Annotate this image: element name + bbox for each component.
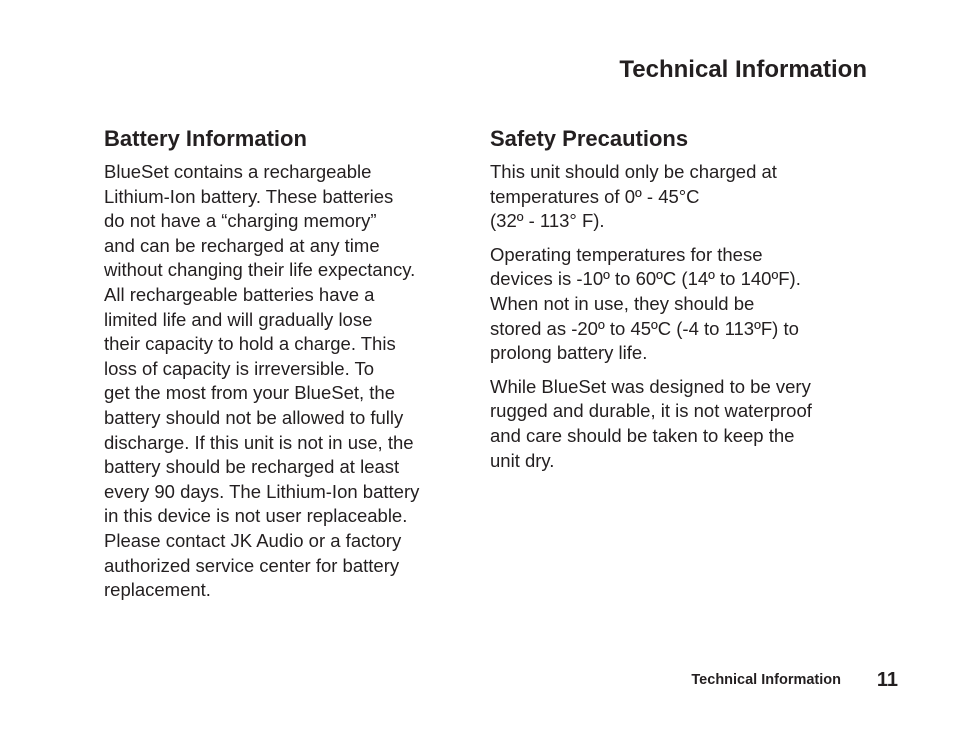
battery-information-section: [104, 124, 464, 612]
text-line: unit dry.: [490, 449, 555, 471]
safety-precautions-heading: Safety Precautions: [490, 126, 689, 151]
text-line: and care should be taken to keep the: [490, 424, 795, 446]
page-number: 11: [876, 669, 898, 691]
text-line: discharge. If this unit is not in use, the: [104, 431, 414, 453]
text-line: without changing their life expectancy.: [104, 259, 416, 281]
text-line: Please contact JK Audio or a factory: [104, 529, 402, 551]
text-line: battery should be recharged at least: [104, 456, 400, 478]
text-line: replacement.: [104, 579, 211, 601]
text-line: All rechargeable batteries have a: [104, 283, 375, 305]
durability-paragraph: [490, 375, 850, 473]
text-line: in this device is not user replaceable.: [104, 505, 408, 527]
text-line: devices is -10º to 60ºC (14º to 140ºF).: [490, 268, 801, 290]
footer-section-label: Technical Information: [691, 672, 841, 688]
text-line: When not in use, they should be: [490, 292, 755, 314]
battery-information-paragraph: [104, 160, 464, 603]
safety-precautions-section: [490, 124, 850, 482]
text-line: Operating temperatures for these: [490, 243, 763, 265]
text-line: every 90 days. The Lithium-Ion battery: [104, 480, 420, 502]
text-line: limited life and will gradually lose: [104, 308, 373, 330]
text-line: get the most from your BlueSet, the: [104, 382, 396, 404]
text-line: prolong battery life.: [490, 342, 648, 364]
text-line: While BlueSet was designed to be very: [490, 375, 811, 397]
text-line: do not have a “charging memory”: [104, 210, 377, 232]
text-line: battery should not be allowed to fully: [104, 406, 404, 428]
text-line: This unit should only be charged at: [490, 161, 777, 182]
page-title: Technical Information: [619, 56, 867, 83]
text-line: and can be recharged at any time: [104, 234, 380, 256]
battery-information-heading: Battery Information: [104, 126, 307, 151]
text-line: Lithium-Ion battery. These batteries: [104, 185, 394, 207]
text-line: authorized service center for battery: [104, 554, 400, 576]
charging-temperature-paragraph: [490, 160, 850, 234]
operating-temperature-paragraph: [490, 243, 850, 366]
text-line: stored as -20º to 45ºC (-4 to 113ºF) to: [490, 317, 799, 339]
text-line: rugged and durable, it is not waterproof: [490, 400, 812, 422]
text-line: (32º - 113° F).: [490, 210, 605, 232]
text-line: loss of capacity is irreversible. To: [104, 357, 375, 379]
text-line: their capacity to hold a charge. This: [104, 333, 396, 355]
text-line: temperatures of 0º - 45°C: [490, 185, 700, 207]
text-line: BlueSet contains a rechargeable: [104, 161, 372, 182]
